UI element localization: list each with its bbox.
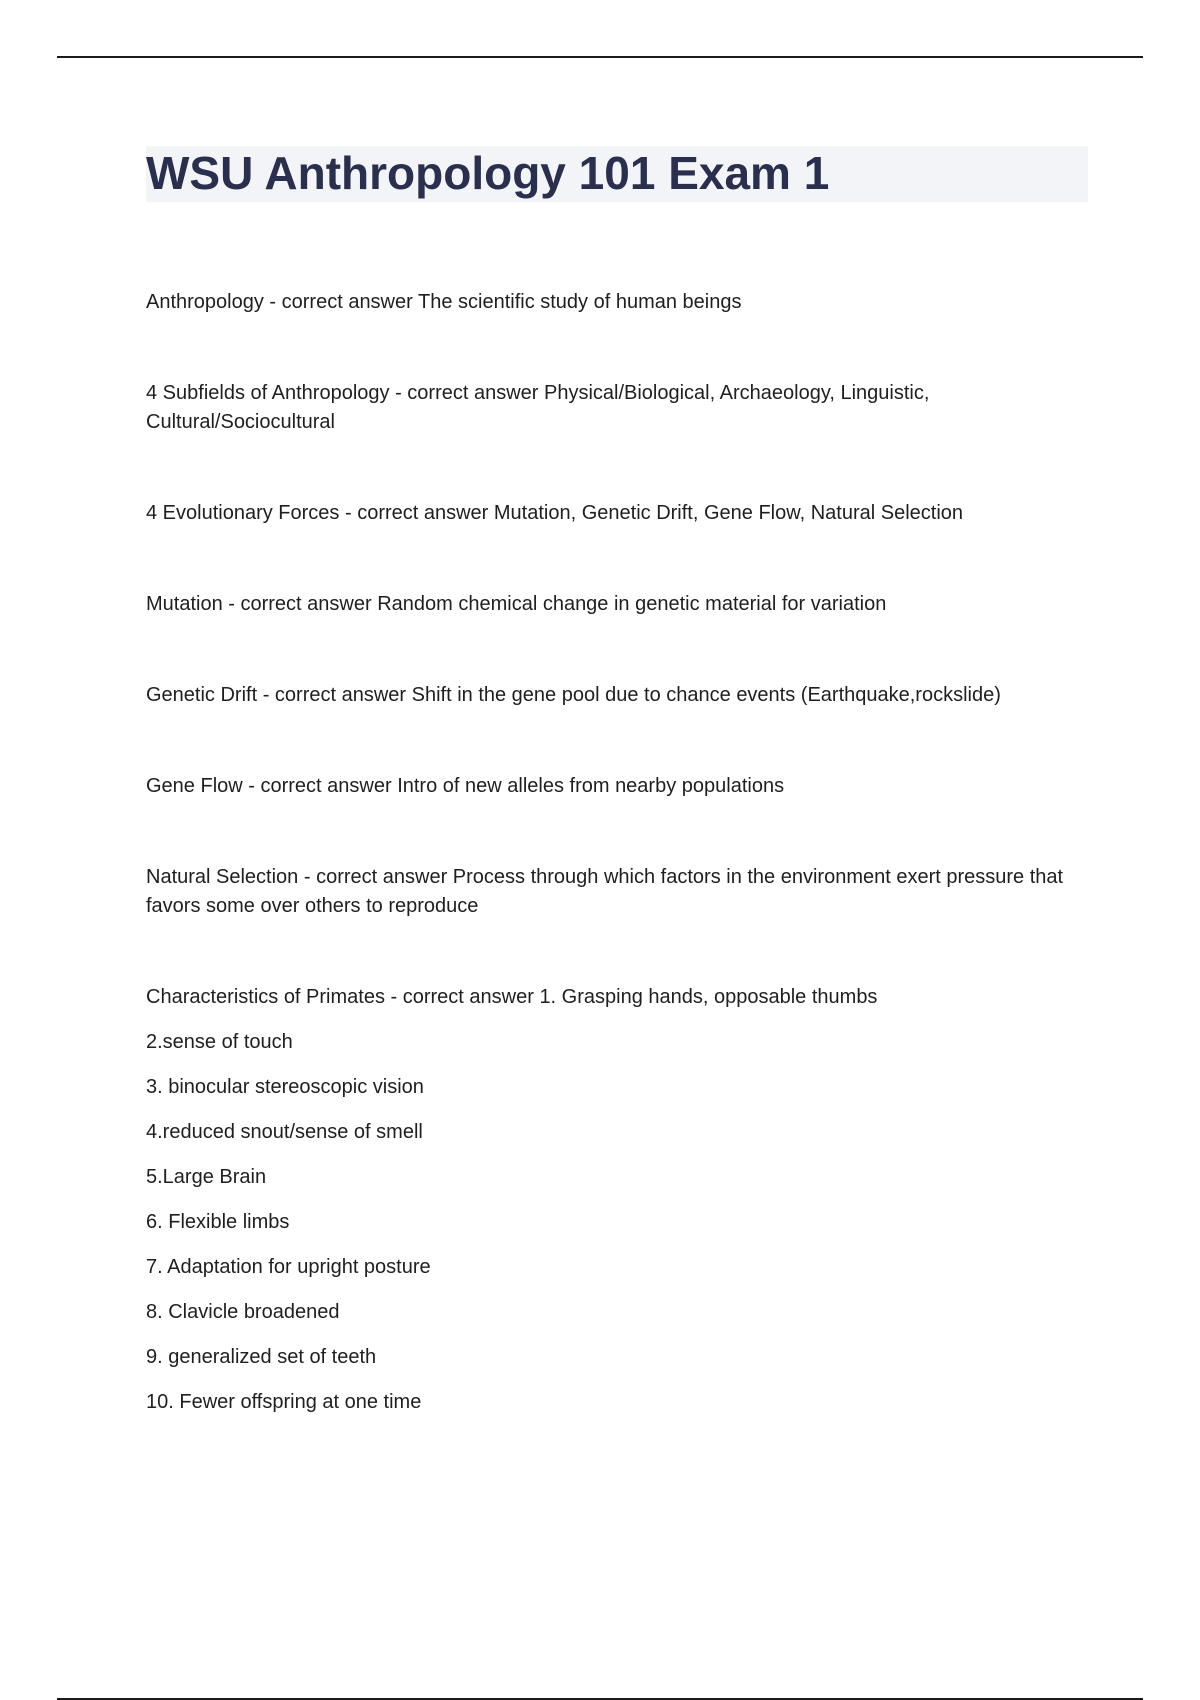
list-item: 2.sense of touch bbox=[146, 1031, 293, 1053]
qa-text: Anthropology - correct answer The scientific study of human beings bbox=[146, 291, 742, 313]
primate-characteristics-list bbox=[146, 1028, 1086, 1417]
qa-text: Mutation - correct answer Random chemical change in genetic material for variation bbox=[146, 593, 887, 615]
qa-text: Gene Flow - correct answer Intro of new alleles from nearby populations bbox=[146, 775, 785, 797]
list-item: 3. binocular stereoscopic vision bbox=[146, 1076, 424, 1098]
primates-entry bbox=[146, 983, 1086, 1417]
list-item: 9. generalized set of teeth bbox=[146, 1346, 377, 1368]
qa-entry bbox=[146, 499, 1086, 528]
qa-entry bbox=[146, 288, 1086, 317]
top-rule bbox=[57, 56, 1143, 58]
list-item: 7. Adaptation for upright posture bbox=[146, 1256, 431, 1278]
list-item: 8. Clavicle broadened bbox=[146, 1301, 340, 1323]
qa-text: Genetic Drift - correct answer Shift in the gene pool due to chance events (Earthquake,rockslide) bbox=[146, 684, 1001, 706]
list-item: 10. Fewer offspring at one time bbox=[146, 1391, 422, 1413]
qa-text: 4 Evolutionary Forces - correct answer Mutation, Genetic Drift, Gene Flow, Natural Selection bbox=[146, 502, 964, 524]
list-item: 6. Flexible limbs bbox=[146, 1211, 290, 1233]
qa-entry bbox=[146, 863, 1086, 921]
qa-text: 4 Subfields of Anthropology - correct answer Physical/Biological, Archaeology, Linguistic, Cultural/Sociocultural bbox=[146, 382, 930, 433]
list-item: 4.reduced snout/sense of smell bbox=[146, 1121, 423, 1143]
document-body bbox=[146, 288, 1086, 1417]
qa-entry bbox=[146, 681, 1086, 710]
list-item: 5.Large Brain bbox=[146, 1166, 267, 1188]
qa-text: Natural Selection - correct answer Process through which factors in the environment exert pressure that favors some over others to reproduce bbox=[146, 866, 1064, 917]
qa-entry bbox=[146, 772, 1086, 801]
qa-entry bbox=[146, 379, 1086, 437]
qa-entry bbox=[146, 590, 1086, 619]
document-title: WSU Anthropology 101 Exam 1 bbox=[146, 147, 830, 199]
qa-text: Characteristics of Primates - correct answer 1. Grasping hands, opposable thumbs bbox=[146, 986, 878, 1008]
